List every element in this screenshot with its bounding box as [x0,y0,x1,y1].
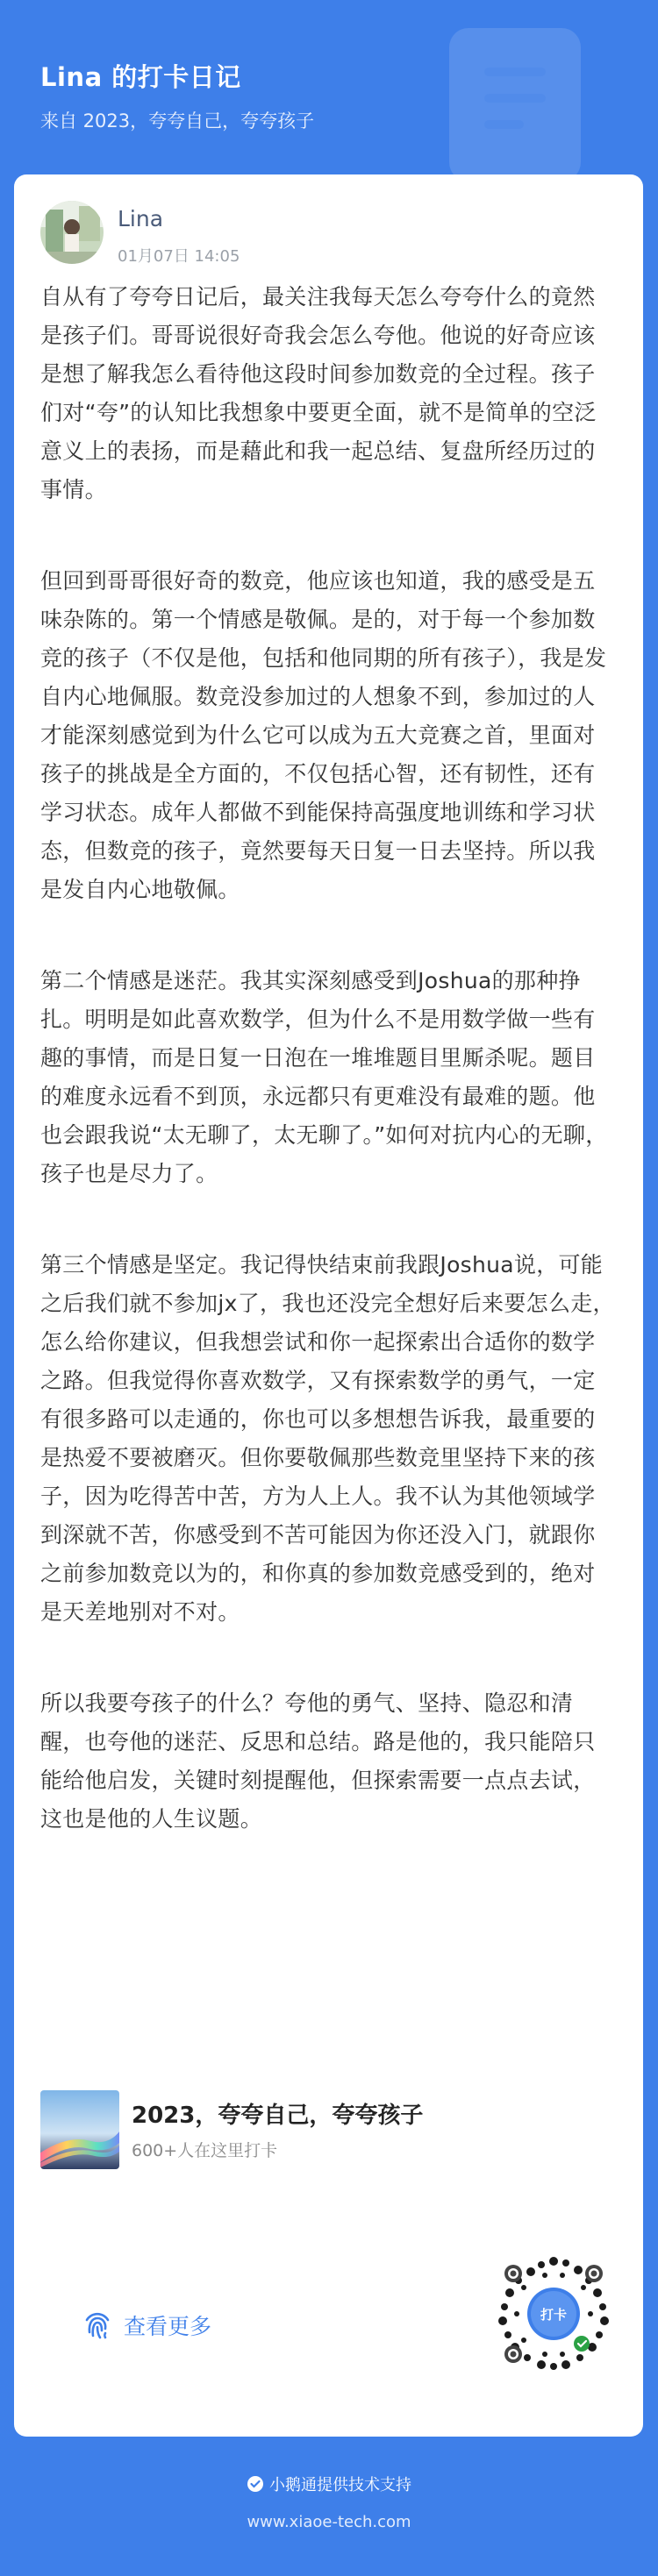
post-paragraph: 第三个情感是坚定。我记得快结束前我跟Joshua说，可能之后我们就不参加jx了，我也还没完全想好后来要怎么走，怎么给你建议，但我想尝试和你一起探索出合适你的数学之路。但我觉得你喜欢数学，又有探索数学的勇气，一定有很多路可以走通的，你也可以多想想告诉我，最重要的是热爱不要被磨灭。但你要敬佩那些数竞里坚持下来的孩子，因为吃得苦中苦，方为人上人。我不认为其他领域学到深就不苦，你感受到不苦可能因为你还没入门，就跟你之前参加数竞以为的，和你真的参加数竞感受到的，绝对是天差地别对不对。 [40,1252,615,1625]
qr-badge-label: 打卡 [540,2307,568,2323]
post-paragraph: 所以我要夸孩子的什么？夸他的勇气、坚持、隐忍和清醒，也夸他的迷茫、反思和总结。路是他的，我只能陪只能给他启发，关键时刻提醒他，但探索需要一点点去试，这也是他的人生议题。 [40,1690,596,1832]
topic-title: 2023，夸夸自己，夸夸孩子 [132,2103,424,2129]
page-subtitle: 来自 2023，夸夸自己，夸夸孩子 [40,110,315,132]
fingerprint-icon [80,2308,115,2343]
check-circle-icon [247,2475,264,2493]
view-more-label: 查看更多 [124,2314,212,2339]
view-more-button[interactable] [80,2308,211,2343]
post-date: 01月07日 14:05 [118,247,240,266]
qr-code[interactable] [492,2252,615,2375]
avatar[interactable] [40,201,104,264]
page-title: Lina 的打卡日记 [40,62,241,92]
author-name[interactable]: Lina [118,206,164,231]
post-paragraph: 第二个情感是迷茫。我其实深刻感受到Joshua的那种挣扎。明明是如此喜欢数学，但为什么不是用数学做一些有趣的事情，而是日复一日泡在一堆堆题目里厮杀呢。题目的难度永远看不到顶，永远都只有更难没有最难的题。他也会跟我说“太无聊了，太无聊了。”如何对抗内心的无聊，孩子也是尽力了。 [40,968,608,1186]
footer-url[interactable]: www.xiaoe-tech.com [247,2513,411,2531]
tech-support-text: 小鹅通提供技术支持 [269,2476,411,2494]
topic-participants: 600+人在这里打卡 [132,2141,278,2160]
footer [0,2473,658,2531]
notebook-icon [414,28,598,181]
topic-card[interactable] [40,2090,616,2171]
post-card [14,174,643,2437]
post-body [40,278,616,1891]
topic-thumbnail [40,2090,119,2169]
post-paragraph: 但回到哥哥很好奇的数竞，他应该也知道，我的感受是五味杂陈的。第一个情感是敬佩。是的，对于每一个参加数竞的孩子（不仅是他，包括和他同期的所有孩子），我是发自内心地佩服。数竞没参加过的人想象不到，参加过的人才能深刻感觉到为什么它可以成为五大竞赛之首，里面对孩子的挑战是全方面的，不仅包括心智，还有韧性，还有学习状态。成年人都做不到能保持高强度地训练和学习状态，但数竞的孩子，竟然要每天日复一日去坚持。所以我是发自内心地敬佩。 [40,568,607,902]
post-paragraph: 自从有了夸夸日记后，最关注我每天怎么夸夸什么的竟然是孩子们。哥哥说很好奇我会怎么夸他。他说的好奇应该是想了解我怎么看待他这段时间参加数竞的全过程。孩子们对“夸”的认知比我想象中要更全面，就不是简单的空泛意义上的表扬，而是藉此和我一起总结、复盘所经历过的事情。 [40,284,597,502]
page-header [0,0,658,175]
